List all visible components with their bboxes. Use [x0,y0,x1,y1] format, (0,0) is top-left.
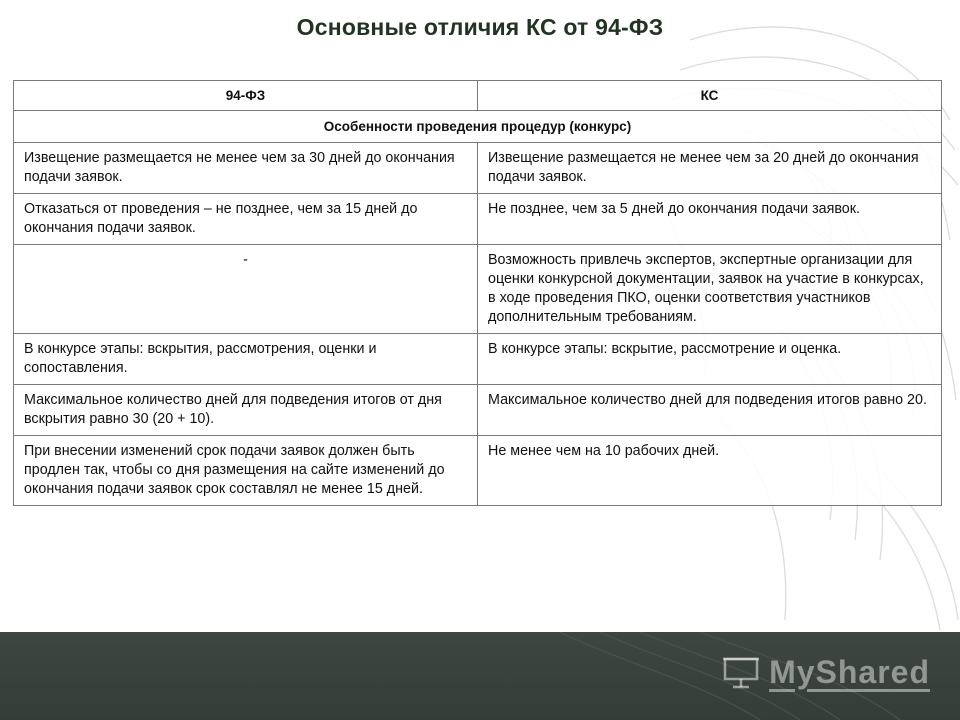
presentation-icon [721,652,761,692]
table-cell-94fz: Извещение размещается не менее чем за 30 дней до окончания подачи заявок. [14,143,478,194]
table-cell-94fz: Максимальное количество дней для подведения итогов от дня вскрытия равно 30 (20 + 10). [14,385,478,436]
table-header-row [14,81,942,111]
table-cell-ks: Не позднее, чем за 5 дней до окончания подачи заявок. [478,194,942,245]
table-row [14,385,942,436]
section-row [14,111,942,143]
watermark [721,652,930,692]
table-cell-ks: Извещение размещается не менее чем за 20 дней до окончания подачи заявок. [478,143,942,194]
table-cell-94fz: В конкурсе этапы: вскрытия, рассмотрения, оценки и сопоставления. [14,334,478,385]
table-row [14,143,942,194]
table-cell-ks: Максимальное количество дней для подведения итогов равно 20. [478,385,942,436]
table-cell-94fz: При внесении изменений срок подачи заявок должен быть продлен так, чтобы со дня размещения на сайте изменений до окончания подачи заявок срок составлял не менее 15 дней. [14,436,478,506]
section-title: Особенности проведения процедур (конкурс) [14,111,942,143]
slide-title: Основные отличия КС от 94-ФЗ [296,14,664,40]
column-header-ks: КС [478,81,942,111]
watermark-text: MyShared [769,653,930,690]
comparison-table [13,80,942,506]
table-row [14,334,942,385]
table-cell-94fz: - [14,245,478,334]
table-row [14,194,942,245]
table-row [14,436,942,506]
table-cell-ks: Возможность привлечь экспертов, экспертные организации для оценки конкурсной документации, заявок на участие в конкурсах, в ходе проведения ПКО, оценки соответствия участников дополнительным требованиям. [478,245,942,334]
table-cell-94fz: Отказаться от проведения – не позднее, чем за 15 дней до окончания подачи заявок. [14,194,478,245]
table-cell-ks: В конкурсе этапы: вскрытие, рассмотрение и оценка. [478,334,942,385]
table-cell-ks: Не менее чем на 10 рабочих дней. [478,436,942,506]
column-header-94fz: 94-ФЗ [14,81,478,111]
table-row [14,245,942,334]
